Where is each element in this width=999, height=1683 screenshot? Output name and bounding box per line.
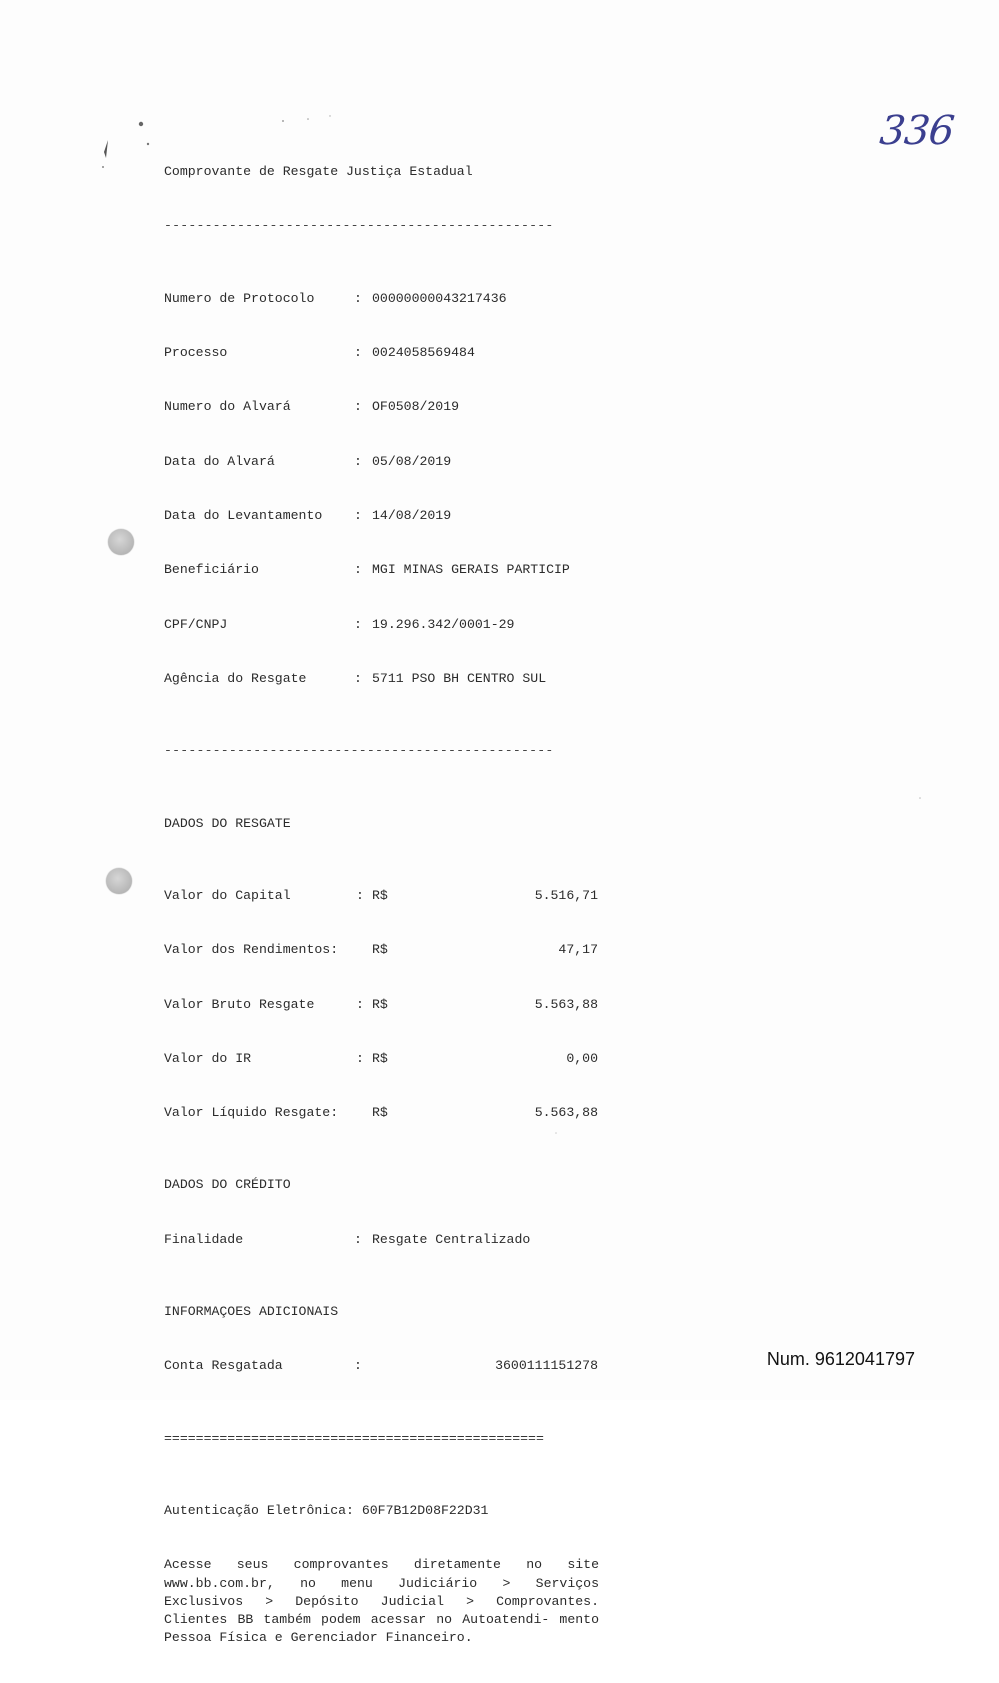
field-value: OF0508/2019 bbox=[372, 399, 460, 415]
amount-row bbox=[164, 1104, 604, 1122]
punch-hole-upper bbox=[108, 529, 134, 555]
speck-dot bbox=[139, 122, 143, 126]
field-separator: : bbox=[354, 507, 370, 523]
section-heading-resgate: DADOS DO RESGATE bbox=[164, 815, 291, 831]
field-row bbox=[164, 616, 604, 634]
amount-row bbox=[164, 941, 604, 959]
field-value: 14/08/2019 bbox=[372, 507, 452, 523]
speck-dot bbox=[329, 115, 330, 116]
field-row bbox=[164, 453, 604, 471]
speck-dot bbox=[919, 797, 921, 799]
finalidade-value: Resgate Centralizado bbox=[372, 1231, 531, 1247]
redemption-receipt bbox=[164, 127, 604, 1683]
field-row bbox=[164, 670, 604, 688]
field-separator: : bbox=[354, 453, 370, 469]
field-label: CPF/CNPJ bbox=[164, 616, 228, 632]
speck-dot bbox=[147, 143, 149, 145]
currency-symbol: R$ bbox=[372, 887, 388, 903]
amount-label bbox=[164, 1050, 372, 1068]
field-label: Beneficiário bbox=[164, 562, 259, 578]
amount-value: 5.563,88 bbox=[534, 996, 598, 1012]
currency-symbol: R$ bbox=[372, 1105, 388, 1121]
field-value: 0024058569484 bbox=[372, 345, 475, 361]
dashed-rule: ------------------------------------------------ bbox=[164, 218, 554, 234]
amount-value: 47,17 bbox=[558, 942, 598, 958]
speck-dot bbox=[102, 166, 104, 168]
amount-label-text: Valor dos Rendimentos bbox=[164, 942, 331, 958]
field-row bbox=[164, 507, 604, 525]
field-separator: : bbox=[354, 1358, 370, 1374]
amount-separator: : bbox=[356, 887, 364, 903]
field-value: MGI MINAS GERAIS PARTICIP bbox=[372, 562, 570, 578]
field-row bbox=[164, 398, 604, 416]
field-separator: : bbox=[354, 562, 370, 578]
speck-dot bbox=[307, 118, 309, 120]
receipt-title: Comprovante de Resgate Justiça Estadual bbox=[164, 164, 473, 180]
document-number: Num. 9612041797 bbox=[766, 1349, 915, 1369]
field-value: 5711 PSO BH CENTRO SUL bbox=[372, 670, 547, 686]
amount-label-text: Valor Líquido Resgate bbox=[164, 1105, 331, 1121]
field-separator: : bbox=[354, 670, 370, 686]
field-row bbox=[164, 344, 604, 362]
field-label: Agência do Resgate bbox=[164, 670, 307, 686]
amount-row bbox=[164, 1050, 604, 1068]
section-heading-info: INFORMAÇOES ADICIONAIS bbox=[164, 1304, 339, 1320]
dashed-rule: ------------------------------------------------ bbox=[164, 743, 554, 759]
amount-label bbox=[164, 941, 372, 959]
field-label: Processo bbox=[164, 345, 228, 361]
field-value: 00000000043217436 bbox=[372, 290, 507, 306]
speck-mark bbox=[104, 140, 108, 158]
field-separator: : bbox=[354, 290, 370, 306]
amount-value: 0,00 bbox=[566, 1050, 598, 1066]
field-row bbox=[164, 290, 604, 308]
amount-row bbox=[164, 887, 604, 905]
field-value: 05/08/2019 bbox=[372, 453, 452, 469]
finalidade-row bbox=[164, 1231, 604, 1249]
conta-label: Conta Resgatada bbox=[164, 1358, 283, 1374]
field-row bbox=[164, 561, 604, 579]
speck-dot bbox=[282, 120, 284, 122]
field-value: 19.296.342/0001-29 bbox=[372, 616, 515, 632]
section-heading-credito: DADOS DO CRÉDITO bbox=[164, 1177, 291, 1193]
electronic-authentication: Autenticação Eletrônica: 60F7B12D08F22D31 bbox=[164, 1503, 489, 1519]
conta-row bbox=[164, 1357, 604, 1375]
currency-symbol: R$ bbox=[372, 996, 388, 1012]
field-separator: : bbox=[354, 1231, 370, 1247]
amount-separator: : bbox=[330, 1105, 339, 1121]
field-label: Data do Alvará bbox=[164, 453, 275, 469]
amount-label bbox=[164, 1104, 372, 1122]
amount-row bbox=[164, 996, 604, 1014]
amount-label-text: Valor do Capital bbox=[164, 887, 291, 903]
field-separator: : bbox=[354, 399, 370, 415]
amount-separator: : bbox=[330, 942, 339, 958]
receipt-footer-note: Acesse seus comprovantes diretamente no site www.bb.com.br, no menu Judiciário > Serviços Exclusivos > Depósito Judicial > Comprovantes. Clientes BB também podem acessar no Autoatendi- mento Pessoa Física e Gerenciador Financeiro. bbox=[164, 1557, 599, 1645]
field-separator: : bbox=[354, 345, 370, 361]
field-label: Numero do Alvará bbox=[164, 399, 291, 415]
finalidade-label: Finalidade bbox=[164, 1231, 244, 1247]
amount-label-text: Valor Bruto Resgate bbox=[164, 996, 315, 1012]
amount-value: 5.563,88 bbox=[534, 1105, 598, 1121]
handwritten-page-number: 336 bbox=[877, 108, 956, 154]
field-separator: : bbox=[354, 616, 370, 632]
amount-label bbox=[164, 887, 372, 905]
punch-hole-lower bbox=[106, 868, 132, 894]
currency-symbol: R$ bbox=[372, 942, 388, 958]
currency-symbol: R$ bbox=[372, 1050, 388, 1066]
field-label: Data do Levantamento bbox=[164, 507, 323, 523]
amount-separator: : bbox=[356, 996, 364, 1012]
amount-separator: : bbox=[356, 1050, 364, 1066]
field-label: Numero de Protocolo bbox=[164, 290, 315, 306]
conta-value: 3600111151278 bbox=[495, 1358, 598, 1374]
amount-label bbox=[164, 996, 372, 1014]
double-rule: ================================================ bbox=[164, 1430, 544, 1446]
amount-value: 5.516,71 bbox=[534, 887, 598, 903]
amount-label-text: Valor do IR bbox=[164, 1050, 252, 1066]
